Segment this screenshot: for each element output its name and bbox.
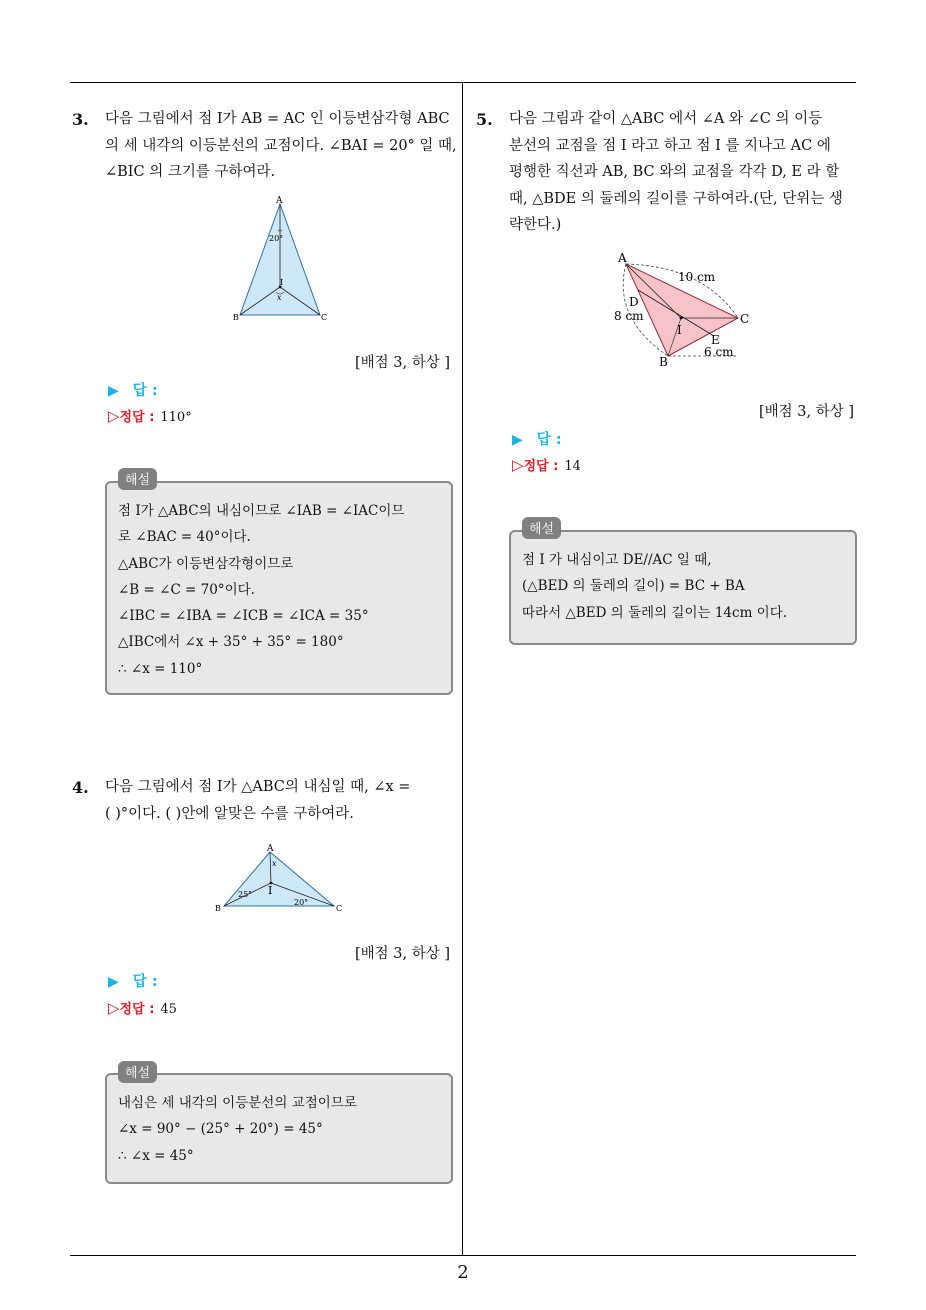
figure-length-ab: 8 cm	[614, 309, 644, 323]
solution-line: 내심은 세 내각의 이등분선의 교점이므로	[118, 1095, 357, 1111]
solution-tag: 해설	[118, 468, 157, 490]
score-label: [배점 3, 하상 ]	[355, 946, 451, 962]
correct-answer-line	[108, 998, 177, 1017]
correct-value: 14	[564, 459, 581, 474]
problem-text-line: 다음 그림에서 점 I가 AB = AC 인 이등변삼각형 ABC	[105, 111, 450, 127]
figure-label-i: I	[280, 278, 284, 287]
solution-text	[118, 1090, 357, 1169]
bottom-rule	[70, 1255, 856, 1256]
solution-line: △IBC에서 ∠x + 35° + 35° = 180°	[118, 634, 344, 651]
solution-line: 로 ∠BAC = 40°이다.	[118, 529, 251, 546]
solution-text	[118, 498, 404, 682]
problem-text-line: 평행한 직선과 AB, BC 와의 교점을 각각 D, E 라 할	[509, 164, 840, 180]
triangle-figure	[212, 840, 348, 914]
figure-angle-label: 25°	[238, 890, 253, 899]
problem-text-line: ∠BIC 의 크기를 구하여라.	[105, 164, 276, 180]
solution-line: ∠B = ∠C = 70°이다.	[118, 581, 255, 598]
problem-text-line: 다음 그림에서 점 I가 △ABC의 내심일 때, ∠x =	[105, 779, 411, 795]
score-label: [배점 3, 하상 ]	[355, 355, 451, 371]
problem-text-line: 분선의 교점을 점 I 라고 하고 점 I 를 지나고 AC 에	[509, 137, 831, 154]
solution-line: 점 I가 △ABC의 내심이므로 ∠IAB = ∠IAC이므	[118, 503, 405, 519]
solution-line: 점 I 가 내심이고 DE//AC 일 때,	[522, 552, 712, 568]
figure-label-c: C	[740, 312, 750, 326]
figure-label-c: C	[336, 904, 343, 913]
play-icon: ▶	[512, 432, 523, 448]
problem-text	[105, 106, 455, 186]
figure-label-a: A	[276, 196, 283, 206]
solution-line: ∠x = 90° − (25° + 20°) = 45°	[118, 1121, 323, 1138]
correct-answer-line	[108, 406, 192, 425]
triangle-figure	[225, 192, 335, 324]
figure-label-i: I	[677, 323, 682, 337]
solution-line: ∠IBC = ∠IBA = ∠ICB = ∠ICA = 35°	[118, 608, 369, 625]
outline-play-icon: ▷	[512, 456, 524, 474]
solution-text	[522, 547, 787, 626]
correct-label: 정답 :	[119, 1002, 155, 1017]
page-number: 2	[457, 1262, 469, 1283]
figure-label-b: B	[215, 904, 221, 913]
top-rule	[70, 82, 856, 83]
correct-label: 정답 :	[119, 410, 155, 425]
figure-label-b: B	[233, 313, 239, 322]
figure-angle-x: x	[277, 293, 282, 302]
score-label: [배점 3, 하상 ]	[759, 404, 855, 420]
play-icon: ▶	[108, 383, 119, 399]
figure-length-ac: 10 cm	[678, 270, 716, 284]
answer-label: 답 :	[132, 383, 158, 399]
problem-text	[509, 106, 859, 239]
triangle-figure	[608, 248, 758, 370]
figure-angle-x: x	[272, 859, 277, 868]
answer-line	[108, 379, 158, 400]
problem-text-line: ( )°이다. ( )안에 알맞은 수를 구하여라.	[105, 805, 354, 822]
outline-play-icon: ▷	[108, 407, 120, 425]
correct-answer-line	[512, 455, 581, 474]
problem-number: 4.	[72, 778, 89, 797]
correct-label: 정답 :	[523, 459, 559, 474]
figure-length-bc: 6 cm	[704, 345, 734, 359]
solution-line: ∴ ∠x = 110°	[118, 660, 203, 677]
answer-line	[512, 428, 562, 449]
figure-label-a: A	[267, 844, 274, 854]
problem-text-line: 의 세 내각의 이등분선의 교점이다. ∠BAI = 20° 일 때,	[105, 137, 457, 154]
figure-label-i: I	[268, 884, 273, 897]
figure-label-c: C	[321, 313, 328, 322]
solution-line: △ABC가 이등변삼각형이므로	[118, 555, 294, 572]
figure-label-e: E	[711, 333, 720, 347]
answer-label: 답 :	[132, 974, 158, 990]
answer-label: 답 :	[536, 432, 562, 448]
problem-number: 3.	[72, 110, 89, 129]
solution-line: ∴ ∠x = 45°	[118, 1147, 194, 1164]
problem-text-line: 때, △BDE 의 둘레의 길이를 구하여라.(단, 단위는 생	[509, 190, 843, 207]
solution-tag: 해설	[522, 517, 561, 539]
outline-play-icon: ▷	[108, 999, 120, 1017]
solution-line: (△BED 의 둘레의 길이) = BC + BA	[522, 578, 745, 595]
solution-tag: 해설	[118, 1061, 157, 1083]
column-divider	[462, 82, 463, 1256]
correct-value: 45	[160, 1002, 177, 1017]
problem-text-line: 다음 그림과 같이 △ABC 에서 ∠A 와 ∠C 의 이등	[509, 111, 823, 127]
problem-text-line: 략한다.)	[509, 217, 562, 233]
figure-label-a: A	[618, 251, 627, 265]
correct-value: 110°	[160, 410, 192, 425]
figure-angle-label: 20°	[269, 234, 284, 243]
figure-label-b: B	[659, 355, 668, 369]
answer-line	[108, 970, 158, 991]
play-icon: ▶	[108, 974, 119, 990]
figure-label-d: D	[629, 295, 639, 309]
solution-line: 따라서 △BED 의 둘레의 길이는 14cm 이다.	[522, 604, 788, 621]
figure-angle-label: 20°	[294, 898, 309, 907]
problem-text	[105, 774, 455, 827]
problem-number: 5.	[476, 110, 493, 129]
